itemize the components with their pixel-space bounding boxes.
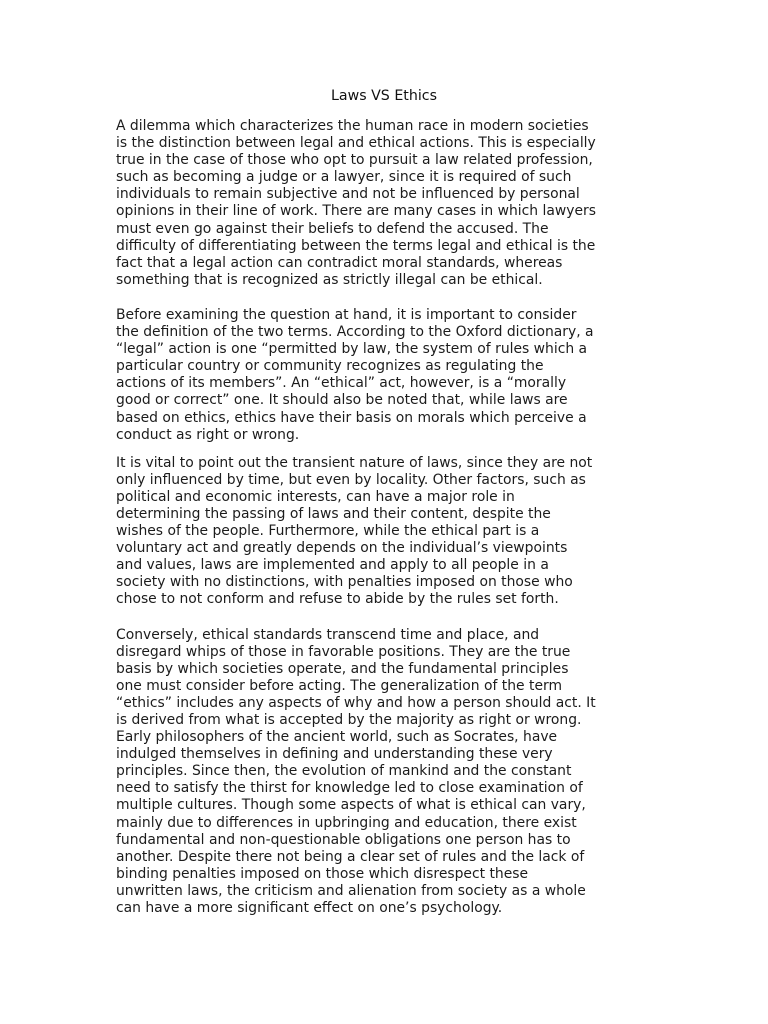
paragraph-transient-laws: It is vital to point out the transient nature of laws, since they are not only influenced by time, but even by locality. Other factors, such as political and economic interests, can have a major role in determining the passing of laws and their content, despite the wishes of the people. Furthermore, while the ethical part is a voluntary act and greatly depends on the individual’s viewpoints and values, laws are implemented and apply to all people in a society with no distinctions, with penalties imposed on those who chose to not conform and refuse to abide by the rules set forth. — [116, 454, 593, 608]
paragraph-legal-ethical-dilemma: A dilemma which characterizes the human race in modern societies is the distinction between legal and ethical actions. This is especially true in the case of those who opt to pursuit a law related profession, such as becoming a judge or a lawyer, since it is required of such individuals to remain subjective and not be influenced by personal opinions in their line of work. There are many cases in which lawyers must even go against their beliefs to defend the accused. The difficulty of differentiating between the terms legal and ethical is the fact that a legal action can contradict moral standards, whereas something that is recognized as strictly illegal can be ethical. — [116, 118, 596, 288]
paragraph-definitions: Before examining the question at hand, it is important to consider the definition of the two terms. According to the Oxford dictionary, a “legal” action is one “permitted by law, the system of rules which a particular country or community recognizes as regulating the actions of its members”. An “ethical” act, however, is a “morally good or correct” one. It should also be noted that, while laws are based on ethics, ethics have their basis on morals which perceive a conduct as right or wrong. — [116, 306, 594, 443]
paragraph-ethical-standards: Conversely, ethical standards transcend time and place, and disregard whips of those in favorable positions. They are the true basis by which societies operate, and the fundamental principles one must consider before acting. The generalization of the term “ethics” includes any aspects of why and how a person should act. It is derived from what is accepted by the majority as right or wrong. Early philosophers of the ancient world, such as Socrates, have indulged themselves in defining and understanding these very principles. Since then, the evolution of mankind and the constant need to satisfy the thirst for knowledge led to close examination of multiple cultures. Though some aspects of what is ethical can vary, mainly due to differences in upbringing and education, there exist fundamental and non-questionable obligations one person has to another. Despite there not being a clear set of rules and the lack of binding penalties imposed on those which disrespect these unwritten laws, the criticism and alienation from society as a whole can have a more significant effect on one’s psychology. — [116, 626, 596, 917]
document-title: Laws VS Ethics — [331, 88, 437, 104]
document-body — [116, 118, 656, 917]
